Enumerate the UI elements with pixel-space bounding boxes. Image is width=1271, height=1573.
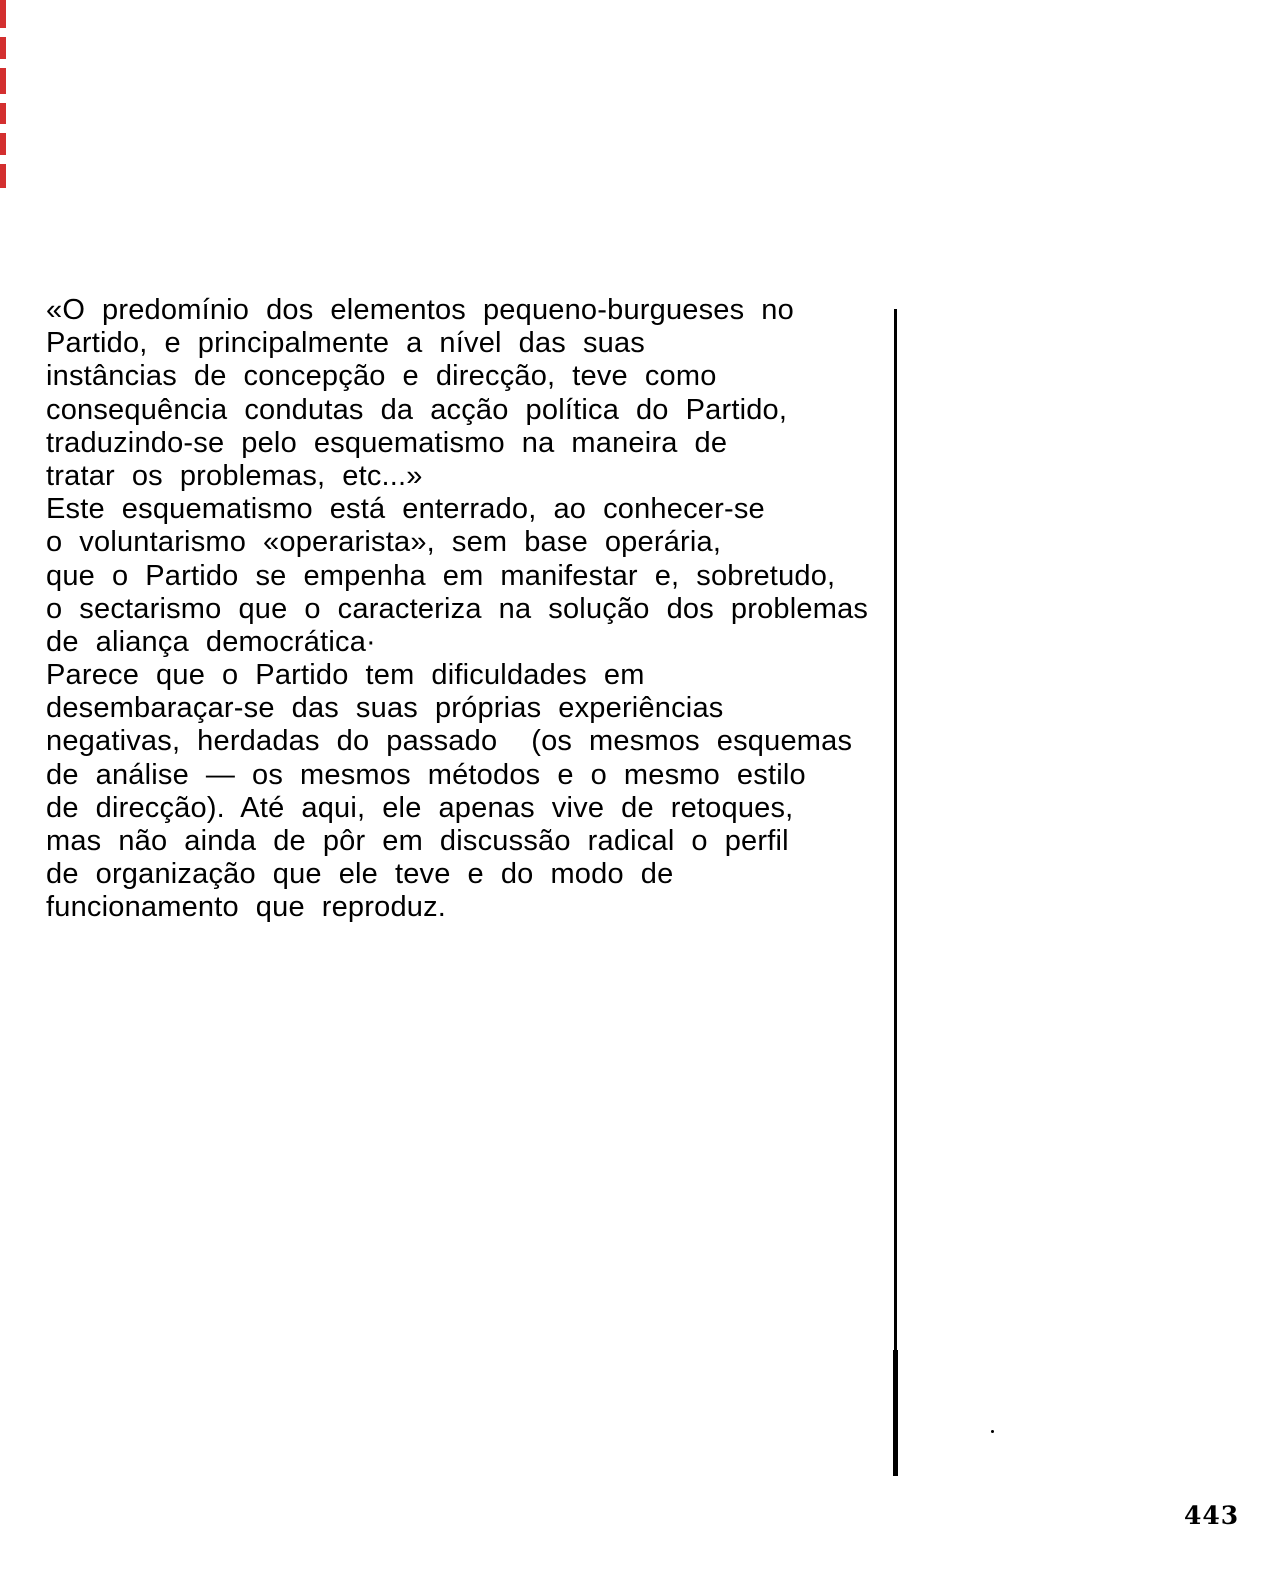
text-line: desembaraçar-se das suas próprias experiências bbox=[46, 692, 724, 725]
text-line: de análise — os mesmos métodos e o mesmo estilo bbox=[46, 758, 806, 791]
text-line: Partido, e principalmente a nível das suas bbox=[46, 327, 646, 360]
red-edge-mark bbox=[0, 103, 6, 124]
text-line: instâncias de concepção e direcção, teve como bbox=[46, 360, 717, 393]
text-line: tratar os problemas, etc...» bbox=[46, 459, 423, 492]
red-edge-mark bbox=[0, 37, 6, 59]
red-edge-mark bbox=[0, 133, 6, 155]
text-line: «O predomínio dos elementos pequeno-burgueses no bbox=[46, 294, 794, 326]
text-line: de organização que ele teve e do modo de bbox=[46, 858, 674, 891]
text-line: que o Partido se empenha em manifestar e, sobretudo, bbox=[46, 559, 836, 592]
red-edge-mark bbox=[0, 164, 6, 188]
text-line: o voluntarismo «operarista», sem base operária, bbox=[46, 526, 722, 559]
text-line: Este esquematismo está enterrado, ao conhecer-se bbox=[46, 493, 765, 526]
text-line: funcionamento que reproduz. bbox=[46, 891, 447, 924]
text-line: consequência condutas da acção política do Partido, bbox=[46, 393, 788, 426]
ink-speck bbox=[991, 1430, 994, 1433]
text-line: traduzindo-se pelo esquematismo na maneira de bbox=[46, 426, 728, 459]
vertical-rule-thick-segment bbox=[893, 1350, 898, 1476]
text-line: o sectarismo que o caracteriza na solução dos problemas bbox=[46, 592, 869, 625]
text-line: Parece que o Partido tem dificuldades em bbox=[46, 659, 645, 692]
text-line: mas não ainda de pôr em discussão radical o perfil bbox=[46, 825, 789, 857]
red-edge-mark bbox=[0, 68, 6, 94]
text-line: de direcção). Até aqui, ele apenas vive de retoques, bbox=[46, 791, 794, 824]
body-text bbox=[46, 294, 892, 925]
vertical-rule bbox=[894, 309, 897, 1476]
text-line: negativas, herdadas do passado (os mesmos esquemas bbox=[46, 725, 853, 758]
page-number: 443 bbox=[1184, 1501, 1240, 1530]
text-line: de aliança democrática· bbox=[46, 625, 376, 658]
scan-edge-marks bbox=[0, 0, 6, 192]
red-edge-mark bbox=[0, 0, 6, 28]
